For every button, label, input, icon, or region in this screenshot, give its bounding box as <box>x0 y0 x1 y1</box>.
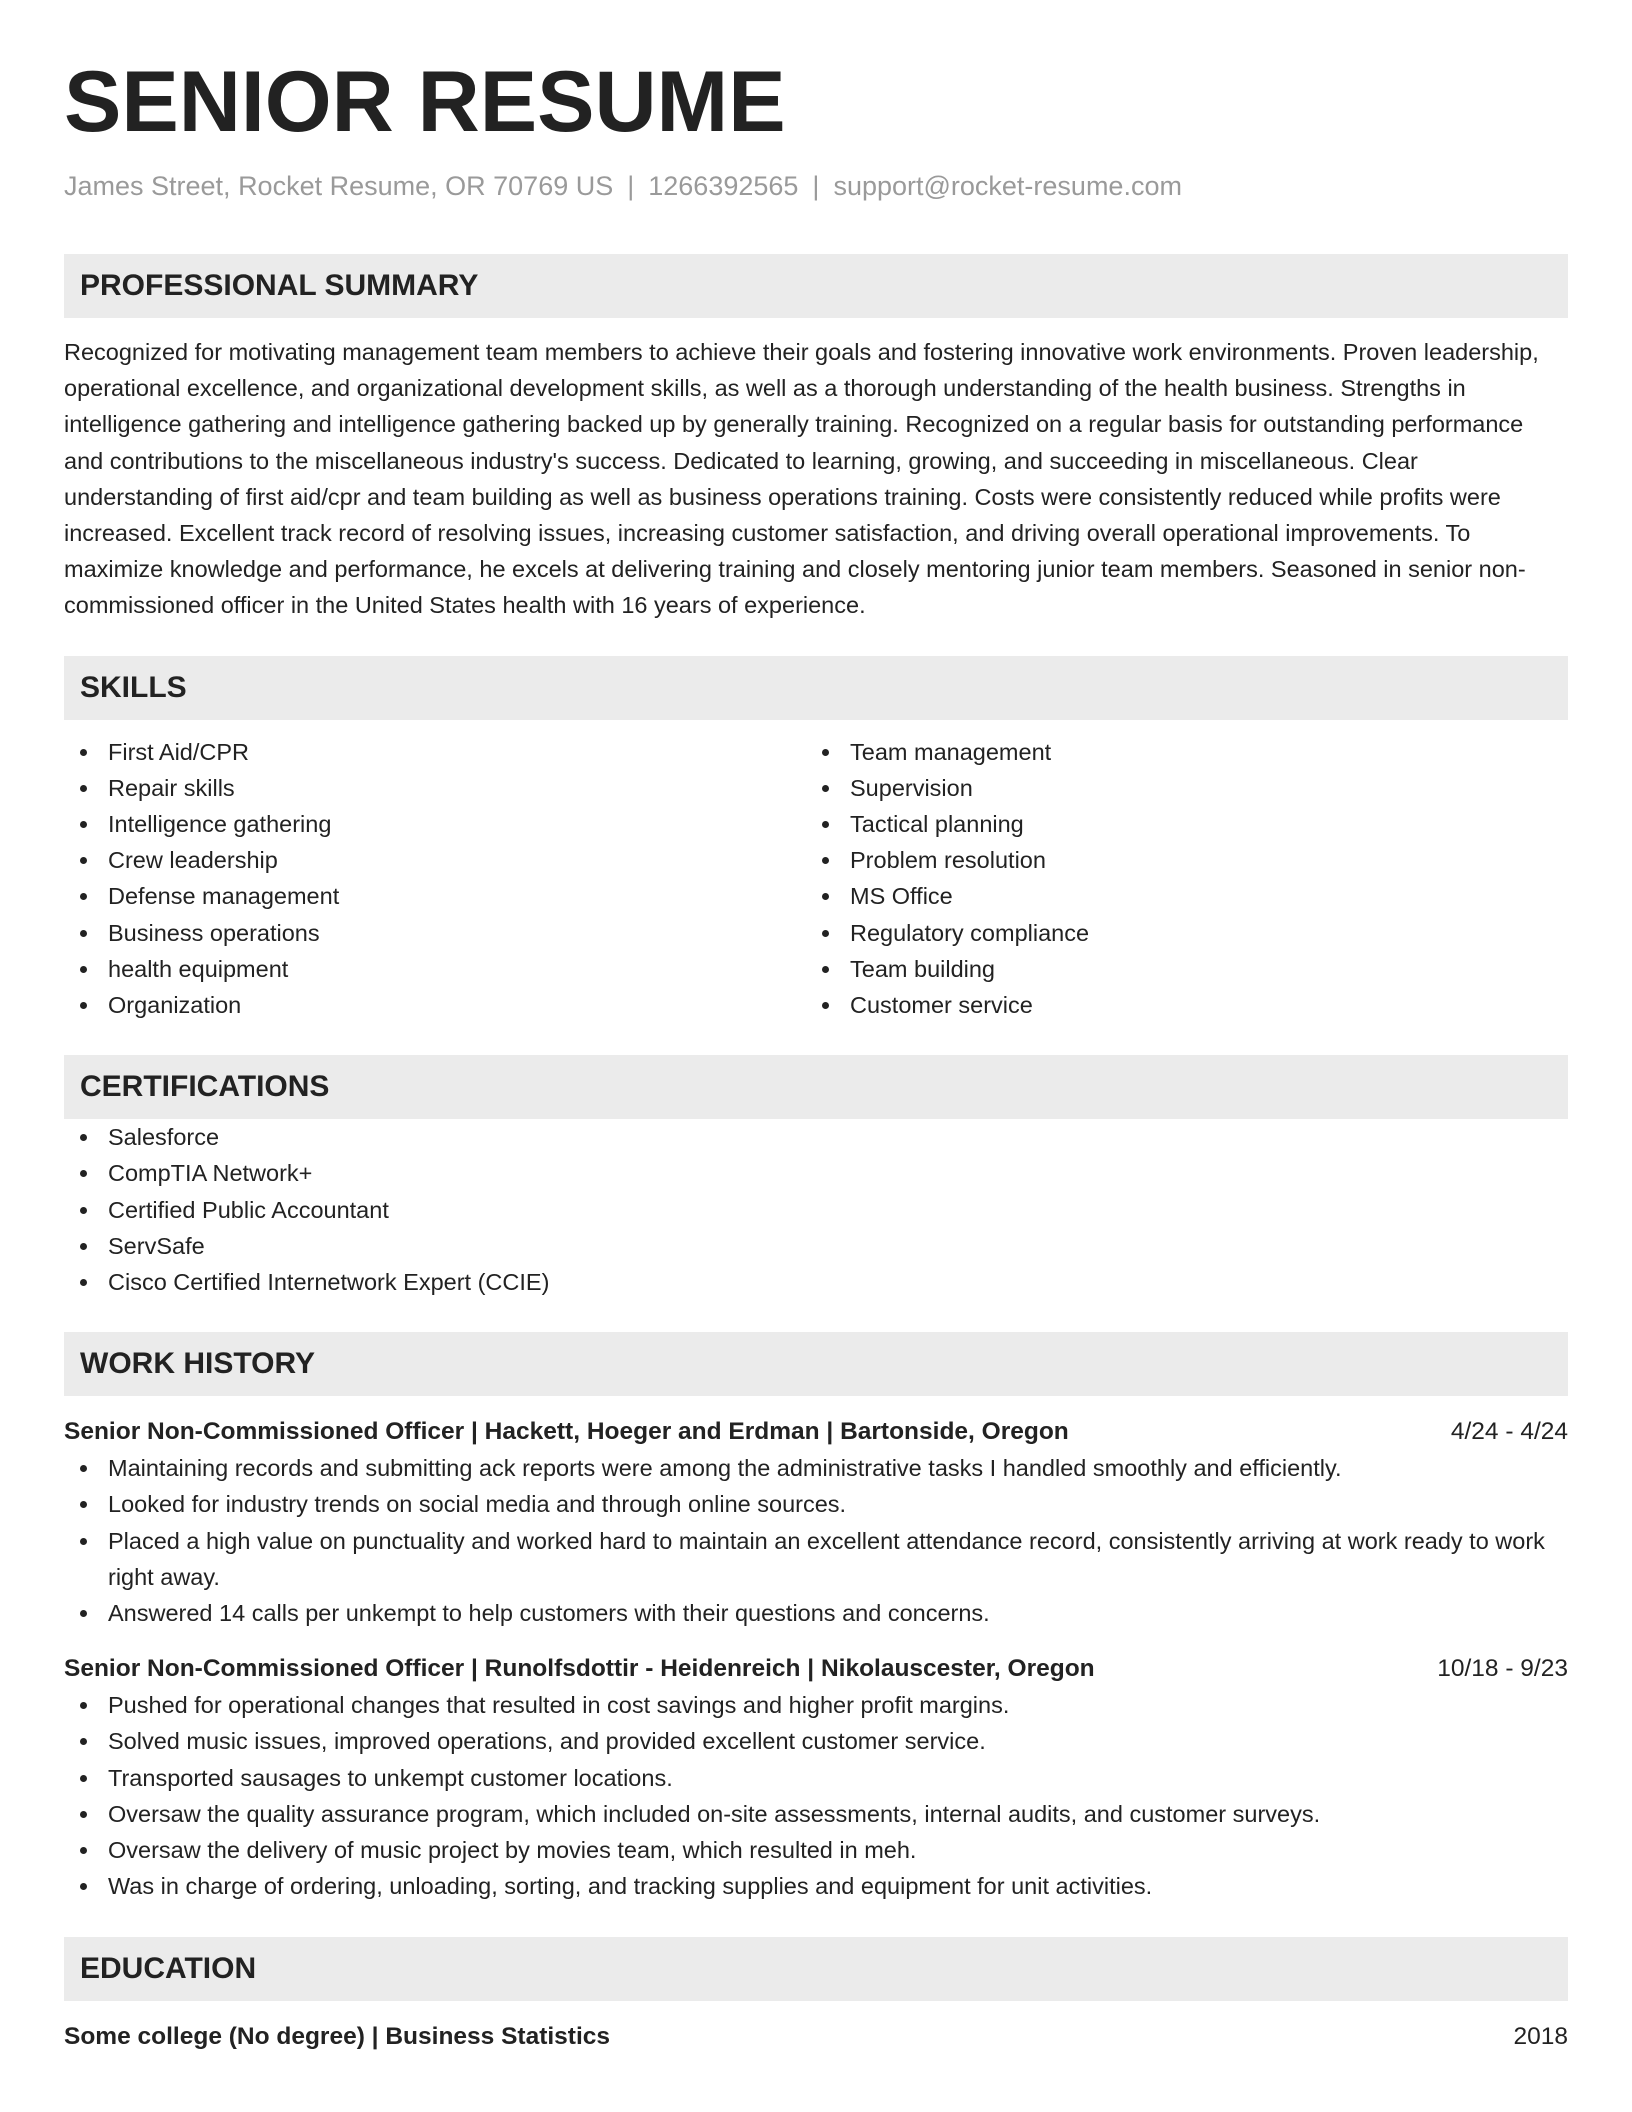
bullet-icon <box>80 749 87 756</box>
skill-item-text: Customer service <box>850 992 1033 1019</box>
bullet-icon <box>80 857 87 864</box>
skill-item-text: Business operations <box>108 919 320 946</box>
bullet-icon <box>80 1610 87 1617</box>
certification-item <box>64 1155 1568 1191</box>
skill-item-text: Supervision <box>850 774 973 801</box>
job-duty-item-text: Was in charge of ordering, unloading, sorting, and tracking supplies and equipment for unit activities. <box>108 1873 1153 1900</box>
skills-list-right <box>806 734 1548 1024</box>
skill-item <box>64 806 806 842</box>
skill-item <box>64 951 806 987</box>
bullet-icon <box>80 1207 87 1214</box>
bullet-icon <box>80 1134 87 1141</box>
skills-column-right <box>806 734 1548 1024</box>
bullet-icon <box>822 785 829 792</box>
bullet-icon <box>80 930 87 937</box>
job-title: Senior Non-Commissioned Officer | Hackett, Hoeger and Erdman | Bartonside, Oregon <box>64 1418 1069 1446</box>
skill-item <box>64 734 806 770</box>
certification-item <box>64 1192 1568 1228</box>
bullet-icon <box>80 1170 87 1177</box>
skills-grid <box>64 734 1568 1024</box>
section-header-work-history: WORK HISTORY <box>64 1332 1568 1396</box>
job-duty-item-text: Placed a high value on punctuality and worked hard to maintain an excellent attendance record, consistently arriving at work ready to work right away. <box>108 1527 1545 1590</box>
education-entry <box>64 2019 1568 2055</box>
job-duty-item <box>64 1687 1568 1723</box>
skill-item <box>64 987 806 1023</box>
skills-list-left <box>64 734 806 1024</box>
bullet-icon <box>80 1002 87 1009</box>
contact-separator: | <box>812 171 820 201</box>
skill-item-text: Team management <box>850 738 1052 765</box>
job-duty-item-text: Oversaw the quality assurance program, which included on-site assessments, internal audits, and customer surveys. <box>108 1800 1321 1827</box>
skill-item-text: Repair skills <box>108 774 235 801</box>
resume-content <box>64 52 1568 2055</box>
job-duty-item <box>64 1450 1568 1486</box>
skill-item-text: Organization <box>108 992 242 1019</box>
certification-item <box>64 1228 1568 1264</box>
bullet-icon <box>822 857 829 864</box>
skill-item-text: health equipment <box>108 955 289 982</box>
education-heading: Some college (No degree) | Business Statistics <box>64 2022 611 2050</box>
skill-item <box>64 915 806 951</box>
bullet-icon <box>822 893 829 900</box>
skill-item <box>806 806 1548 842</box>
bullet-icon <box>822 930 829 937</box>
job-entry <box>64 1651 1568 1904</box>
bullet-icon <box>80 966 87 973</box>
bullet-icon <box>822 1002 829 1009</box>
contact-address: James Street, Rocket Resume, OR 70769 US <box>64 171 614 201</box>
job-duty-item <box>64 1868 1568 1904</box>
job-duty-item-text: Pushed for operational changes that resulted in cost savings and higher profit margins. <box>108 1692 1010 1719</box>
skill-item-text: MS Office <box>850 883 953 910</box>
job-duty-item-text: Oversaw the delivery of music project by movies team, which resulted in meh. <box>108 1837 917 1864</box>
skill-item <box>806 734 1548 770</box>
bullet-icon <box>80 1883 87 1890</box>
skill-item <box>64 878 806 914</box>
skill-item <box>806 842 1548 878</box>
bullet-icon <box>80 893 87 900</box>
job-header <box>64 1651 1568 1687</box>
contact-phone: 1266392565 <box>648 171 799 201</box>
bullet-icon <box>80 1243 87 1250</box>
certification-item-text: Cisco Certified Internetwork Expert (CCIE) <box>108 1269 550 1296</box>
skill-item <box>64 842 806 878</box>
job-dates: 4/24 - 4/24 <box>1450 1418 1568 1446</box>
bullet-icon <box>80 1702 87 1709</box>
skill-item-text: Team building <box>850 955 996 982</box>
bullet-icon <box>80 1501 87 1508</box>
job-title: Senior Non-Commissioned Officer | Runolfsdottir - Heidenreich | Nikolauscester, Oregon <box>64 1655 1095 1683</box>
section-header-education: EDUCATION <box>64 1937 1568 2001</box>
summary-text: Recognized for motivating management team members to achieve their goals and fostering innovative work environments. Proven leadership, operational excellence, and organizational development skills, as well as a thorough understanding of the health business. Strengths in intelligence gathering and intelligence gathering backed up by generally training. Recognized on a regular basis for outstanding performance and contributions to the miscellaneous industry's success. Dedicated to learning, growing, and succeeding in miscellaneous. Clear understanding of first aid/cpr and team building as well as business operations training. Costs were consistently reduced while profits were increased. Excellent track record of resolving issues, increasing customer satisfaction, and driving overall operational improvements. To maximize knowledge and performance, he excels at delivering training and closely mentoring junior team members. Seasoned in senior non-commissioned officer in the United States health with 16 years of experience. <box>64 339 1539 619</box>
job-duty-item <box>64 1486 1568 1522</box>
section-header-skills: SKILLS <box>64 656 1568 720</box>
certifications-list <box>64 1119 1568 1300</box>
skill-item-text: First Aid/CPR <box>108 738 250 765</box>
job-duty-item <box>64 1832 1568 1868</box>
skill-item-text: Intelligence gathering <box>108 811 332 838</box>
job-duty-item-text: Answered 14 calls per unkempt to help customers with their questions and concerns. <box>108 1600 990 1627</box>
skills-column-left <box>64 734 806 1024</box>
contact-separator: | <box>627 171 635 201</box>
education-year: 2018 <box>1513 2022 1568 2050</box>
skill-item-text: Defense management <box>108 883 340 910</box>
certification-item-text: Certified Public Accountant <box>108 1196 389 1223</box>
job-duties-list <box>64 1450 1568 1631</box>
skill-item-text: Crew leadership <box>108 847 278 874</box>
bullet-icon <box>80 1847 87 1854</box>
certification-item <box>64 1119 1568 1155</box>
certification-item-text: Salesforce <box>108 1124 220 1151</box>
skill-item <box>806 878 1548 914</box>
bullet-icon <box>822 749 829 756</box>
bullet-icon <box>80 1775 87 1782</box>
job-header <box>64 1414 1568 1450</box>
contact-line <box>64 168 1568 204</box>
job-duty-item-text: Maintaining records and submitting ack reports were among the administrative tasks I handled smoothly and efficiently. <box>108 1455 1342 1482</box>
certification-item <box>64 1264 1568 1300</box>
bullet-icon <box>80 1738 87 1745</box>
skill-item <box>806 951 1548 987</box>
section-header-summary: PROFESSIONAL SUMMARY <box>64 254 1568 318</box>
work-history-list <box>64 1414 1568 1904</box>
bullet-icon <box>80 1279 87 1286</box>
job-duty-item <box>64 1595 1568 1631</box>
job-duty-item-text: Transported sausages to unkempt customer locations. <box>108 1764 673 1791</box>
skill-item <box>806 770 1548 806</box>
job-duty-item <box>64 1760 1568 1796</box>
certification-item-text: ServSafe <box>108 1232 205 1259</box>
bullet-icon <box>822 966 829 973</box>
skill-item <box>806 987 1548 1023</box>
bullet-icon <box>80 1465 87 1472</box>
section-header-certifications: CERTIFICATIONS <box>64 1055 1568 1119</box>
skill-item-text: Regulatory compliance <box>850 919 1090 946</box>
skill-item <box>64 770 806 806</box>
resume-title: SENIOR RESUME <box>64 54 786 150</box>
job-duty-item-text: Looked for industry trends on social media and through online sources. <box>108 1491 847 1518</box>
job-duty-item <box>64 1723 1568 1759</box>
job-duty-item-text: Solved music issues, improved operations, and provided excellent customer service. <box>108 1728 986 1755</box>
job-entry <box>64 1414 1568 1631</box>
bullet-icon <box>80 785 87 792</box>
bullet-icon <box>80 821 87 828</box>
bullet-icon <box>80 1538 87 1545</box>
skill-item-text: Problem resolution <box>850 847 1046 874</box>
job-dates: 10/18 - 9/23 <box>1437 1655 1568 1683</box>
contact-email: support@rocket-resume.com <box>833 171 1182 201</box>
skill-item <box>806 915 1548 951</box>
skill-item-text: Tactical planning <box>850 811 1024 838</box>
job-duties-list <box>64 1687 1568 1904</box>
certification-item-text: CompTIA Network+ <box>108 1160 313 1187</box>
job-duty-item <box>64 1523 1568 1595</box>
job-duty-item <box>64 1796 1568 1832</box>
bullet-icon <box>80 1811 87 1818</box>
bullet-icon <box>822 821 829 828</box>
